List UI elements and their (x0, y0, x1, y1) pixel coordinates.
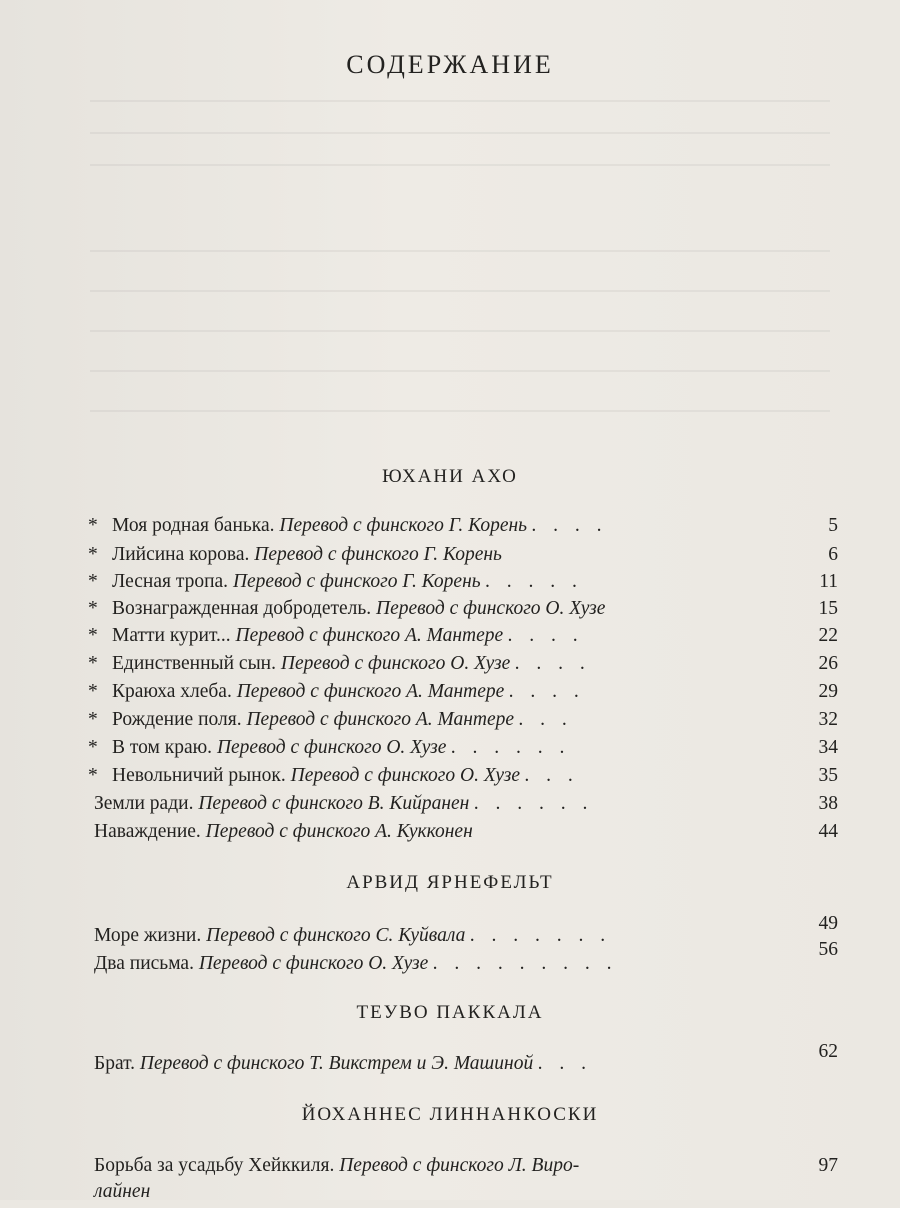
entry-translator: Перевод с финского А. Мантере (236, 681, 505, 702)
entry-page-number: 38 (818, 793, 838, 814)
entry-title: Борьба за усадьбу Хейккиля. (94, 1155, 335, 1176)
entry-translator: Перевод с финского О. Хузе (280, 653, 511, 674)
bleed-through-line (90, 250, 830, 252)
bleed-through-line (90, 410, 830, 412)
entry-translator: Перевод с финского А. Мантере (246, 709, 515, 730)
entry-page-number: 29 (818, 681, 838, 702)
toc-entry[interactable] (88, 818, 838, 848)
bleed-through-line (90, 290, 830, 292)
entry-page-number: 56 (818, 939, 838, 960)
toc-entry[interactable] (88, 913, 838, 952)
entry-translator: Перевод с финского Т. Викстрем и Э. Машиной (139, 1053, 534, 1074)
toc-entry[interactable] (88, 1041, 838, 1080)
asterisk-marker: * (88, 515, 98, 536)
asterisk-marker: * (88, 625, 98, 646)
leader-dots: . . . . . (485, 571, 584, 592)
toc-entry[interactable] (88, 622, 838, 652)
leader-dots: . . . . . . . . . (433, 953, 618, 974)
entry-page-number: 97 (818, 1155, 838, 1176)
entry-translator: Перевод с финского О. Хузе (198, 953, 429, 974)
entry-translator: Перевод с финского О. Хузе (290, 765, 521, 786)
entry-page-number: 62 (818, 1041, 838, 1062)
asterisk-marker: * (88, 571, 98, 592)
entry-title: Матти курит... (112, 625, 231, 646)
section-heading-linnankoski: ЙОХАННЕС ЛИННАНКОСКИ (301, 1104, 599, 1125)
toc-entry[interactable] (88, 512, 838, 542)
entry-page-number: 34 (818, 737, 838, 758)
entry-translator: Перевод с финского Г. Корень (232, 571, 481, 592)
entry-page-number: 11 (819, 571, 838, 592)
entry-page-number: 15 (818, 598, 838, 619)
entry-title: Два письма. (94, 953, 194, 974)
entry-translator: Перевод с финского Г. Корень (254, 544, 502, 565)
asterisk-marker: * (88, 598, 98, 619)
entry-title: Брат. (94, 1053, 136, 1074)
page-title: СОДЕРЖАНИЕ (346, 50, 554, 79)
leader-dots: . . . . (515, 653, 592, 674)
entry-title: Невольничий рынок. (112, 765, 286, 786)
entry-title: Земли ради. (94, 793, 194, 814)
entry-page-number: 32 (818, 709, 838, 730)
asterisk-marker: * (88, 765, 98, 786)
entry-title: Наваждение. (94, 821, 201, 842)
entry-translator-continued: лайнен (94, 1181, 151, 1202)
entry-translator: Перевод с финского О. Хузе (376, 598, 606, 619)
entry-page-number: 49 (818, 913, 838, 934)
asterisk-marker: * (88, 653, 98, 674)
entry-translator: Перевод с финского С. Куйвала (206, 925, 466, 946)
bleed-through-line (90, 164, 830, 166)
toc-entry[interactable] (88, 568, 838, 598)
toc-entry[interactable] (88, 678, 838, 708)
entry-title: Рождение поля. (112, 709, 242, 730)
entry-page-number: 44 (818, 821, 838, 842)
toc-entry[interactable] (88, 939, 838, 980)
asterisk-marker: * (88, 544, 98, 565)
entry-page-number: 6 (828, 544, 838, 565)
entry-title: Лесная тропа. (112, 571, 229, 592)
entry-translator: Перевод с финского Л. Виро- (339, 1155, 580, 1176)
toc-entry[interactable] (88, 790, 838, 820)
entry-title: Море жизни. (94, 925, 202, 946)
leader-dots: . . . . (509, 681, 586, 702)
entry-translator: Перевод с финского Г. Корень (279, 515, 528, 536)
bleed-through-line (90, 330, 830, 332)
entry-title: Единственный сын. (112, 653, 276, 674)
section-heading-aho: ЮХАНИ АХО (382, 466, 518, 487)
bleed-through-line (90, 100, 830, 102)
bleed-through-line (90, 132, 830, 134)
leader-dots: . . . . (531, 515, 609, 536)
entry-translator: Перевод с финского А. Мантере (235, 625, 504, 646)
section-heading-jarnefelt: АРВИД ЯРНЕФЕЛЬТ (346, 872, 554, 893)
bleed-through-line (90, 370, 830, 372)
entry-translator: Перевод с финского В. Кийранен (198, 793, 470, 814)
leader-dots: . . . . . . (451, 737, 571, 758)
toc-entry[interactable] (88, 706, 838, 736)
leader-dots: . . . . (508, 625, 585, 646)
toc-entry[interactable] (88, 762, 838, 792)
entry-page-number: 35 (818, 765, 838, 786)
toc-entry[interactable] (88, 541, 838, 571)
asterisk-marker: * (88, 681, 98, 702)
entry-page-number: 22 (818, 625, 838, 646)
leader-dots: . . . (524, 765, 580, 786)
entry-title: В том краю. (112, 737, 213, 758)
section-heading-pakkala: ТЕУВО ПАККАЛА (356, 1002, 544, 1023)
leader-dots: . . . (518, 709, 574, 730)
toc-entry[interactable] (88, 595, 838, 625)
toc-entry[interactable] (88, 650, 838, 680)
asterisk-marker: * (88, 709, 98, 730)
toc-entry[interactable] (88, 734, 838, 764)
entry-title: Краюха хлеба. (112, 681, 232, 702)
entry-page-number: 26 (818, 653, 838, 674)
leader-dots: . . . . . . . (470, 925, 612, 946)
entry-page-number: 5 (828, 515, 838, 536)
entry-title: Моя родная банька. (112, 515, 275, 536)
leader-dots: . . . (538, 1053, 593, 1074)
entry-translator: Перевод с финского А. Кукконен (205, 821, 473, 842)
entry-title: Лийсина корова. (112, 544, 250, 565)
entry-title: Вознагражденная добродетель. (112, 598, 372, 619)
asterisk-marker: * (88, 737, 98, 758)
entry-translator: Перевод с финского О. Хузе (216, 737, 447, 758)
leader-dots: . . . . . . (474, 793, 594, 814)
